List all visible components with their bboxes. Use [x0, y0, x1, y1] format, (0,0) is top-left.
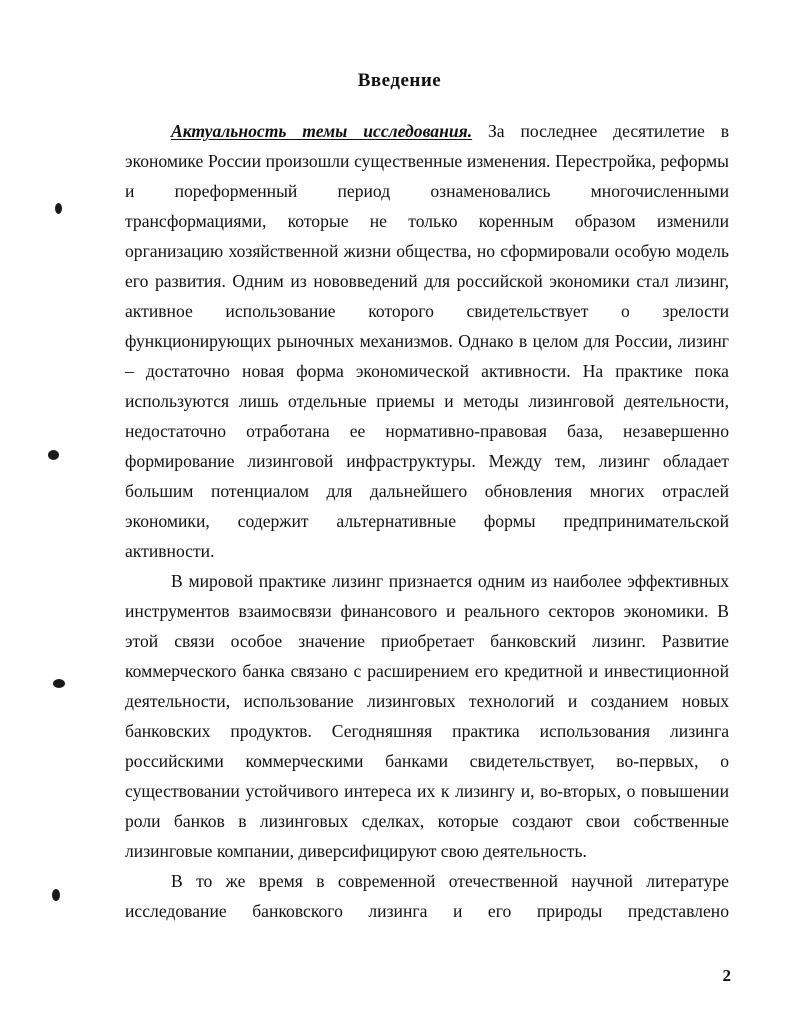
- page-number: 2: [722, 966, 731, 985]
- paragraph-text: За последнее десятилетие в экономике России произошли существенные изменения. Перестройка, реформы и пореформенный период ознаменовались многочисленными трансформациями, которые не только коренным образом изменили организацию хозяйственной жизни общества, но сформировали особую модель его развития. Одним из нововведений для российской экономики стал лизинг, активное использование которого свидетельствует о зрелости функционирующих рыночных механизмов. Однако в целом для России, лизинг – достаточно новая форма экономической активности. На практике пока используются лишь отдельные приемы и методы лизинговой деятельности, недостаточно отработана ее нормативно-правовая база, незавершенно формирование лизинговой инфраструктуры. Между тем, лизинг обладает большим потенциалом для дальнейшего обновления многих отраслей экономики, содержит альтернативные формы предпринимательской активности.: [125, 121, 729, 561]
- body-text: [125, 116, 729, 926]
- paragraph-literature: [125, 866, 729, 926]
- paragraph-text: В то же время в современной отечественной научной литературе исследование банковского лизинга и его природы представлено: [125, 871, 729, 921]
- paragraph-lead: Актуальность темы исследования.: [171, 121, 473, 141]
- paragraph-relevance: [125, 116, 729, 566]
- scan-mark: [52, 889, 60, 901]
- scan-mark: [55, 203, 62, 214]
- page-title: Введение: [357, 70, 442, 91]
- scan-mark: [48, 450, 59, 460]
- paragraph-world-practice: [125, 566, 729, 866]
- paragraph-text: В мировой практике лизинг признается одним из наиболее эффективных инструментов взаимосвязи финансового и реального секторов экономики. В этой связи особое значение приобретает банковский лизинг. Развитие коммерческого банка связано с расширением его кредитной и инвестиционной деятельности, использование лизинговых технологий и созданием новых банковских продуктов. Сегодняшняя практика использования лизинга российскими коммерческими банками свидетельствует, во-первых, о существовании устойчивого интереса их к лизингу и, во-вторых, о повышении роли банков в лизинговых сделках, которые создают свои собственные лизинговые компании, диверсифицируют свою деятельность.: [125, 571, 729, 861]
- scan-mark: [53, 679, 65, 688]
